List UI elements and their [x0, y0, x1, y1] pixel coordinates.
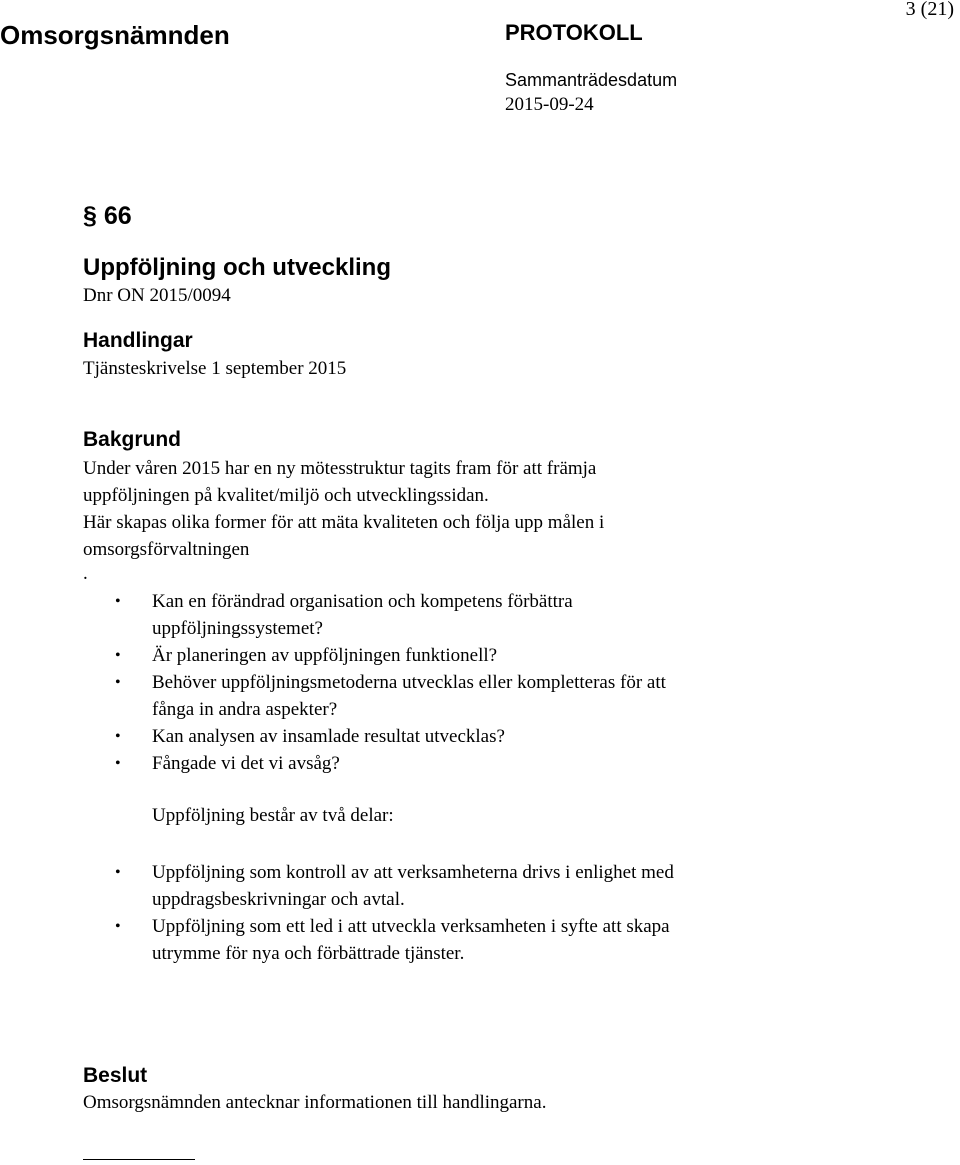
stray-period: .	[83, 563, 88, 584]
question-text: uppföljningssystemet?	[152, 618, 323, 639]
bullet-icon: •	[115, 864, 121, 881]
meeting-date-label: Sammanträdesdatum	[505, 70, 678, 90]
bullet-icon: •	[115, 918, 121, 935]
page-number: 3 (21)	[905, 0, 954, 20]
background-line: uppföljningen på kvalitet/miljö och utvecklingssidan.	[83, 485, 489, 506]
question-list	[0, 588, 666, 777]
question-text: Fångade vi det vi avsåg?	[152, 753, 340, 774]
meeting-date: 2015-09-24	[505, 94, 594, 115]
part-text: Uppföljning som kontroll av att verksamheterna drivs i enlighet med	[152, 862, 674, 883]
question-text: Behöver uppföljningsmetoderna utvecklas eller kompletteras för att	[152, 672, 666, 693]
bullet-icon: •	[115, 647, 121, 664]
part-text: utrymme för nya och förbättrade tjänster.	[152, 943, 465, 964]
paragraph-number: § 66	[83, 202, 132, 230]
question-item	[0, 750, 666, 777]
bullet-icon: •	[115, 755, 121, 772]
signature-line	[83, 1159, 195, 1160]
documents-value: Tjänsteskrivelse 1 september 2015	[83, 358, 347, 379]
part-item	[0, 913, 674, 967]
decision-heading: Beslut	[83, 1064, 148, 1087]
question-item	[0, 723, 666, 750]
question-text: Kan analysen av insamlade resultat utvecklas?	[152, 726, 505, 747]
background-line: omsorgsförvaltningen	[83, 539, 250, 560]
document-type: PROTOKOLL	[505, 20, 643, 45]
documents-heading: Handlingar	[83, 329, 193, 352]
item-title: Uppföljning och utveckling	[83, 254, 391, 281]
summary-statement: Uppföljning består av två delar:	[152, 805, 394, 826]
part-text: Uppföljning som ett led i att utveckla verksamheten i syfte att skapa	[152, 916, 670, 937]
background-line: Under våren 2015 har en ny mötesstruktur tagits fram för att främja	[83, 458, 597, 479]
bullet-icon: •	[115, 728, 121, 745]
question-item	[0, 642, 666, 669]
part-item	[0, 859, 674, 913]
question-item	[0, 669, 666, 723]
background-paragraph	[83, 455, 803, 563]
bullet-icon: •	[115, 593, 121, 610]
question-text: Är planeringen av uppföljningen funktionell?	[152, 645, 498, 666]
decision-text: Omsorgsnämnden antecknar informationen till handlingarna.	[83, 1092, 547, 1113]
parts-list	[0, 859, 674, 967]
background-heading: Bakgrund	[83, 428, 182, 451]
question-item	[0, 588, 666, 642]
question-text: Kan en förändrad organisation och kompetens förbättra	[152, 591, 573, 612]
bullet-icon: •	[115, 674, 121, 691]
part-text: uppdragsbeskrivningar och avtal.	[152, 889, 405, 910]
diary-number: Dnr ON 2015/0094	[83, 285, 231, 306]
question-text: fånga in andra aspekter?	[152, 699, 338, 720]
organization-name: Omsorgsnämnden	[0, 20, 230, 50]
background-line: Här skapas olika former för att mäta kvaliteten och följa upp målen i	[83, 512, 605, 533]
